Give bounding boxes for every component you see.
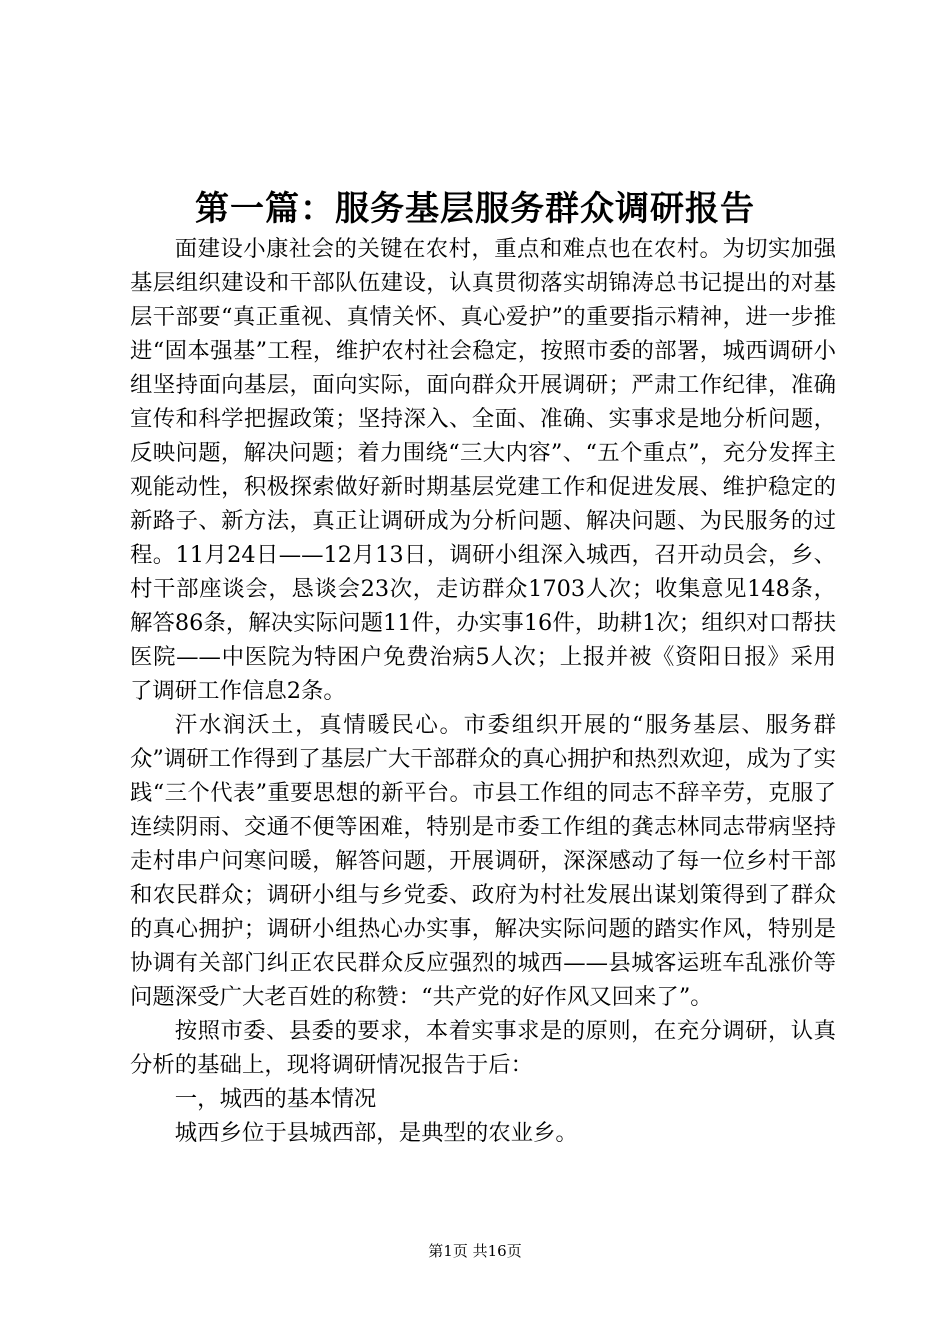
paragraph-intro: 面建设小康社会的关键在农村，重点和难点也在农村。为切实加强基层组织建设和干部队伍建设，认真贯彻落实胡锦涛总书记提出的对基层干部要“真正重视、真情关怀、真心爱护”的重要指示精神，进一步推进“固本强基”工程，维护农村社会稳定，按照市委的部署，城西调研小组坚持面向基层，面向实际，面向群众开展调研；严肃工作纪律，准确宣传和科学把握政策；坚持深入、全面、准确、实事求是地分析问题，反映问题，解决问题；着力围绕“三大内容”、“五个重点”，充分发挥主观能动性，积极探索做好新时期基层党建工作和促进发展、维护稳定的新路子、新方法，真正让调研成为分析问题、解决问题、为民服务的过程。11月24日——12月13日，调研小组深入城西，召开动员会，乡、村干部座谈会，恳谈会23次，走访群众1703人次；收集意见148条，解答86条，解决实际问题11件，办实事16件，助耕1次；组织对口帮扶医院——中医院为特困户免费治病5人次；上报并被《资阳日报》采用了调研工作信息2条。 (130, 236, 836, 704)
document-title: 第一篇：服务基层服务群众调研报告 (195, 189, 755, 229)
paragraph-work-summary: 汗水润沃土，真情暖民心。市委组织开展的“服务基层、服务群众”调研工作得到了基层广大干部群众的真心拥护和热烈欢迎，成为了实践“三个代表”重要思想的新平台。市县工作组的同志不辞辛劳，克服了连续阴雨、交通不便等困难，特别是市委工作组的龚志林同志带病坚持走村串户问寒问暖，解答问题，开展调研，深深感动了每一位乡村干部和农民群众；调研小组与乡党委、政府为村社发展出谋划策得到了群众的真心拥护；调研小组热心办实事，解决实际问题的踏实作风，特别是协调有关部门纠正农民群众反应强烈的城西——县城客运班车乱涨价等问题深受广大老百姓的称赞：“共产党的好作风又回来了”。 (130, 712, 836, 1010)
document-body (130, 232, 836, 1150)
page-footer: 第1页 共16页 (428, 1242, 522, 1260)
paragraph-basic-situation: 城西乡位于县城西部，是典型的农业乡。 (174, 1120, 578, 1146)
paragraph-report-intro: 按照市委、县委的要求，本着实事求是的原则，在充分调研，认真分析的基础上，现将调研情况报告于后： (130, 1018, 836, 1078)
section-heading-basic-situation: 一，城西的基本情况 (174, 1086, 377, 1112)
